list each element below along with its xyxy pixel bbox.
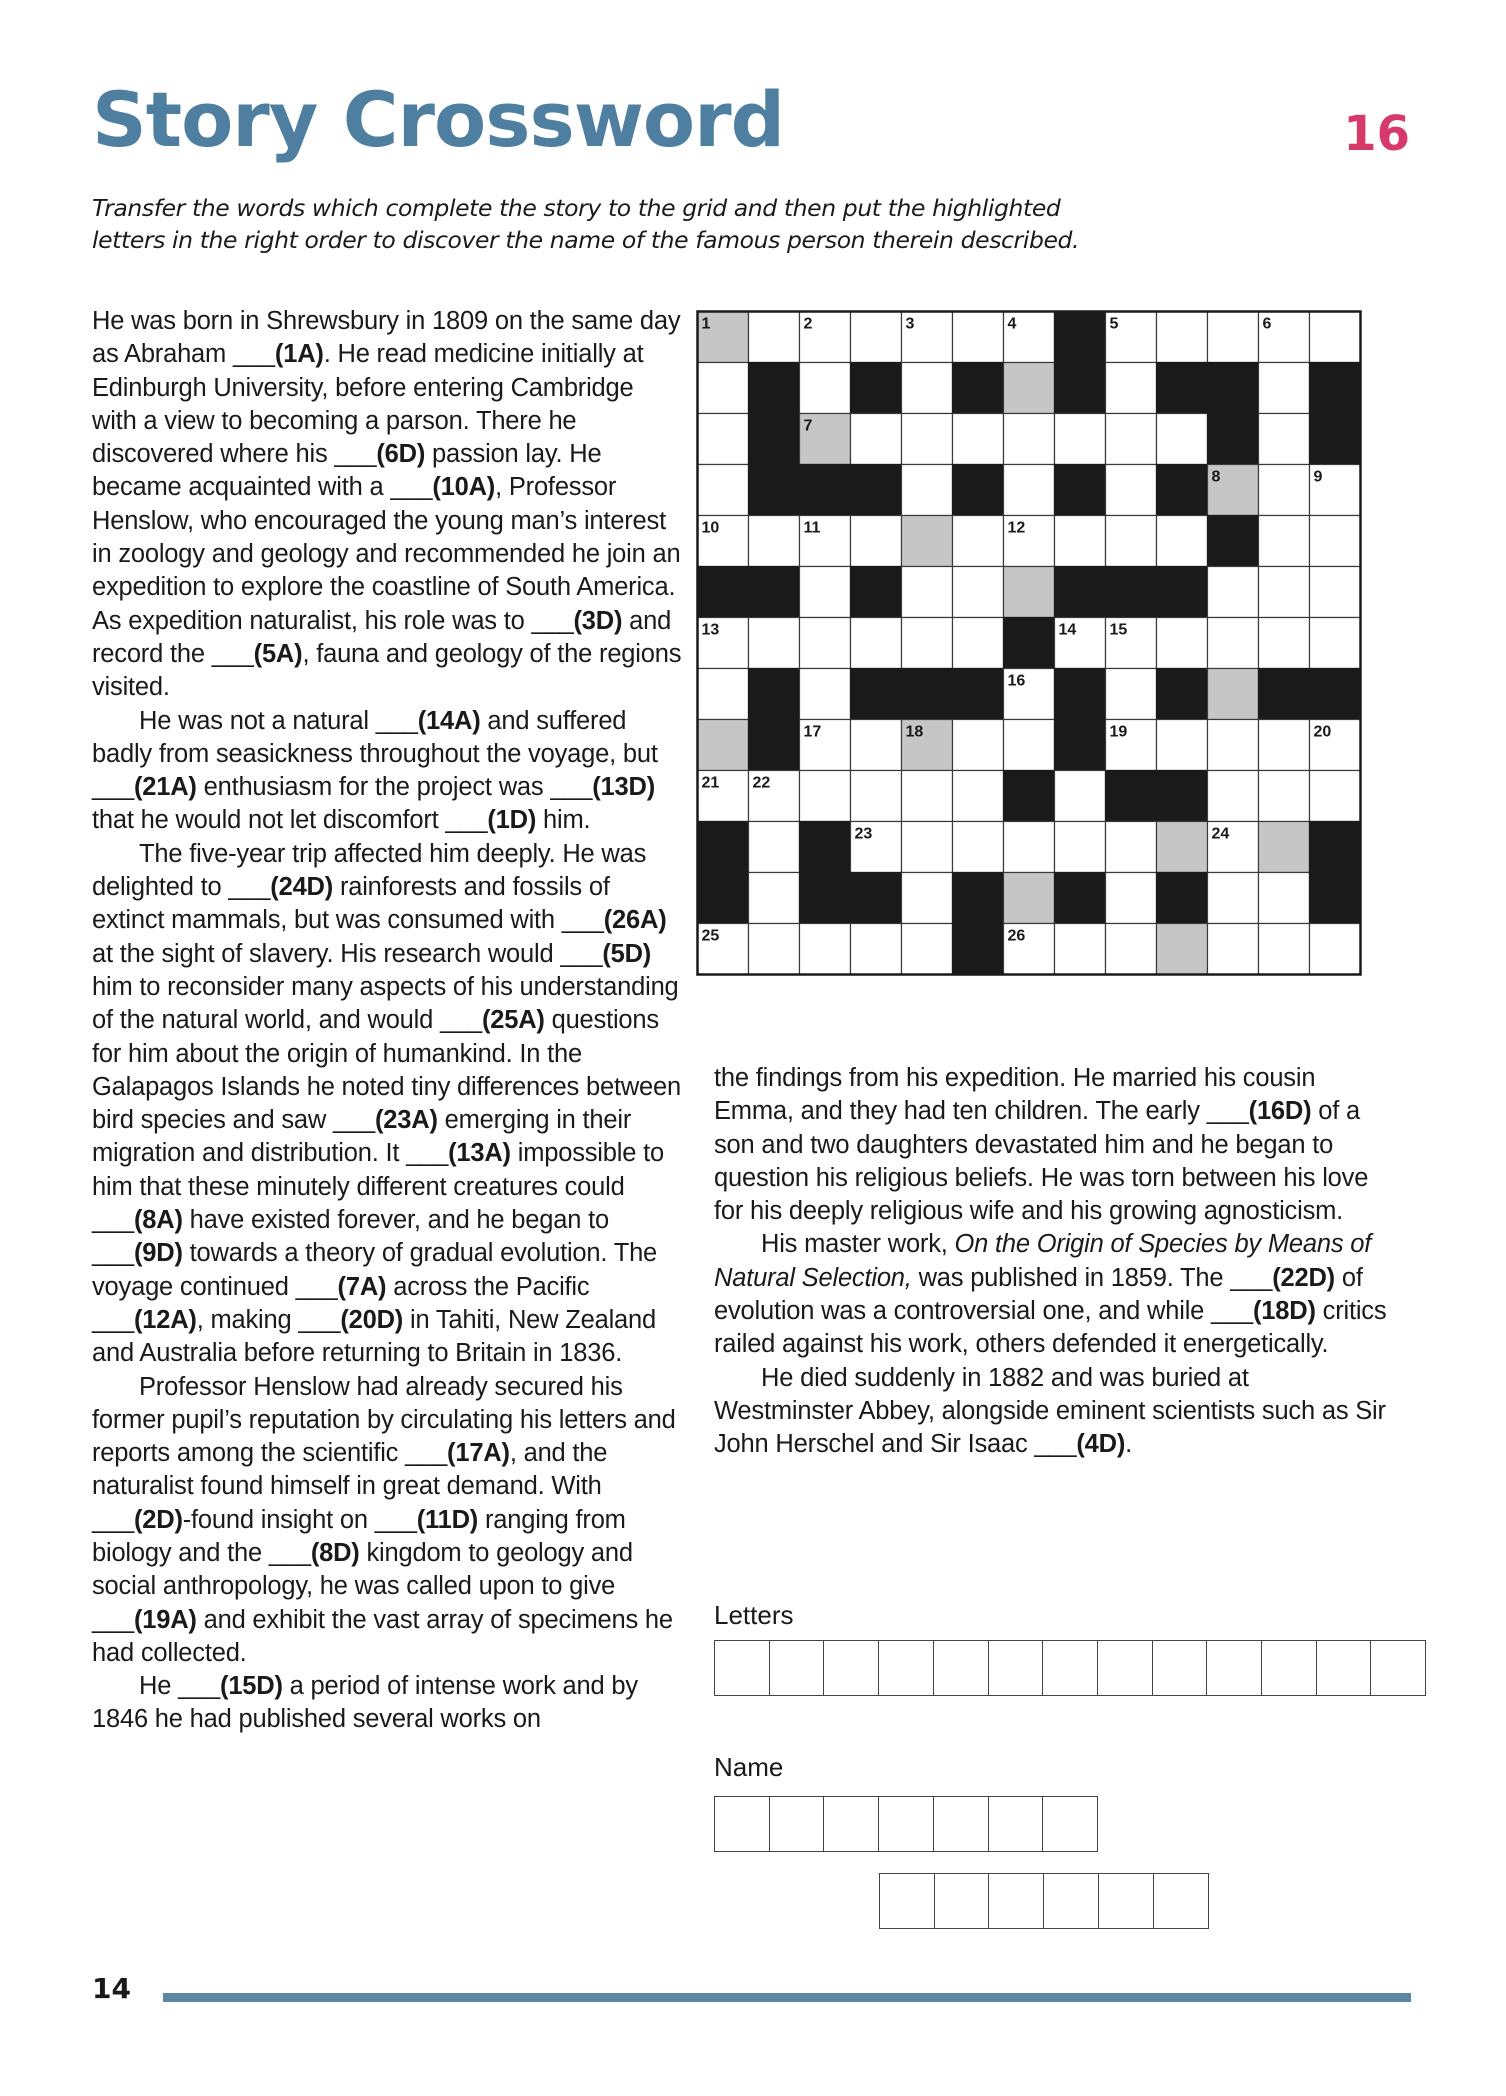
clue-number: 23 [854,825,873,843]
crossword-block [1157,873,1208,924]
crossword-cell[interactable] [698,363,749,414]
story-text: enthusiasm for the project was ___ [196,773,593,802]
crossword-block [1055,873,1106,924]
clue-reference: (14A) [417,706,481,735]
clue-number: 8 [1211,468,1221,486]
crossword-block [1055,720,1106,771]
book-title: On the Origin of Species by Means of Natural Selection, [714,1230,1372,1292]
right-paragraph [714,1362,1394,1462]
crossword-block [749,567,800,618]
story-text: passion lay. He became acquainted with a ___ [92,440,602,502]
clue-reference: (8A) [133,1206,183,1235]
crossword-cell[interactable] [698,669,749,720]
letters-boxes [714,1640,1426,1696]
answer-letter-box[interactable] [1206,1640,1262,1696]
clue-reference: (25A) [481,1006,545,1035]
story-text: have existed forever, and he began to ___ [92,1206,609,1268]
answer-letter-box[interactable] [1261,1640,1317,1696]
story-text: was published in 1859. The ___ [911,1263,1273,1292]
crossword-block [698,822,749,873]
story-text: -found insight on ___ [182,1505,417,1534]
clue-reference: (23A) [374,1106,438,1135]
crossword-cell[interactable] [1310,516,1361,567]
answer-letter-box[interactable] [1097,1640,1153,1696]
crossword-block [1004,771,1055,822]
crossword-cell[interactable] [1208,771,1259,822]
clue-number: 7 [803,417,813,435]
crossword-block [1055,363,1106,414]
crossword-cell[interactable] [1259,720,1310,771]
crossword-block [1004,618,1055,669]
crossword-cell[interactable] [749,516,800,567]
answer-letter-box[interactable] [933,1796,989,1852]
crossword-block [1310,414,1361,465]
clue-reference: (16D) [1248,1097,1312,1126]
clue-reference: (1D) [487,806,537,835]
crossword-cell[interactable] [1106,465,1157,516]
answer-letter-box[interactable] [934,1873,990,1929]
crossword-block [1055,567,1106,618]
answer-letter-box[interactable] [823,1640,879,1696]
answer-letter-box[interactable] [878,1640,934,1696]
crossword-cell[interactable] [953,618,1004,669]
story-text: He was born in Shrewsbury in 1809 on the same day as Abraham ___ [92,307,681,369]
crossword-cell-highlighted[interactable] [1208,669,1259,720]
crossword-block [749,414,800,465]
crossword-block [1157,669,1208,720]
clue-reference: (24D) [270,873,334,902]
story-text: critics railed against his work, others defended it energetically. [714,1297,1387,1359]
crossword-block [1106,771,1157,822]
answer-letter-box[interactable] [988,1796,1044,1852]
crossword-block [698,567,749,618]
crossword-cell-highlighted[interactable] [902,516,953,567]
clue-number: 22 [752,774,771,792]
crossword-cell-highlighted[interactable] [1157,924,1208,975]
crossword-cell[interactable] [1259,414,1310,465]
crossword-cell[interactable] [851,414,902,465]
name-boxes-last [879,1873,1209,1929]
clue-number: 10 [701,519,720,537]
crossword-cell[interactable] [1208,567,1259,618]
crossword-block [953,363,1004,414]
crossword-cell[interactable] [902,771,953,822]
crossword-cell[interactable] [1259,924,1310,975]
puzzle-number: 16 [1343,106,1410,162]
crossword-cell[interactable] [1259,363,1310,414]
crossword-cell[interactable] [902,363,953,414]
page-title: Story Crossword [92,75,785,164]
crossword-block [851,567,902,618]
crossword-block [749,720,800,771]
clue-number: 16 [1007,672,1026,690]
crossword-cell[interactable] [902,822,953,873]
crossword-cell[interactable] [1259,516,1310,567]
story-text: ranging from biology and the ___ [92,1505,626,1567]
crossword-cell[interactable] [953,516,1004,567]
story-text: the findings from his expedition. He married his cousin Emma, and they had ten children. The early ___ [714,1064,1316,1126]
left-paragraph [92,305,682,705]
answer-letter-box[interactable] [714,1640,770,1696]
clue-reference: (6D) [376,440,426,469]
crossword-cell[interactable] [1208,312,1259,363]
clue-reference: (19A) [133,1605,197,1634]
crossword-block [902,669,953,720]
crossword-block [851,363,902,414]
crossword-cell[interactable] [1310,618,1361,669]
clue-reference: (2D) [133,1505,183,1534]
footer-rule [163,1993,1411,2002]
crossword-block [800,465,851,516]
crossword-block [1208,363,1259,414]
left-paragraph [92,1371,682,1671]
crossword-block [1157,771,1208,822]
story-text: that he would not let discomfort ___ [92,806,488,835]
crossword-block [800,873,851,924]
crossword-block [1310,669,1361,720]
clue-number: 12 [1007,519,1026,537]
answer-letter-box[interactable] [1098,1873,1154,1929]
story-text: in Tahiti, New Zealand and Australia before returning to Britain in 1836. [92,1305,656,1368]
story-text: at the sight of slavery. His research would ___ [92,939,603,968]
crossword-cell[interactable] [1259,873,1310,924]
crossword-cell[interactable] [851,516,902,567]
story-text: , and the naturalist found himself in great demand. With ___ [92,1439,608,1534]
letters-label: Letters [714,1600,794,1630]
story-text: kingdom to geology and social anthropology, he was called upon to give ___ [92,1538,633,1634]
clue-number: 21 [701,774,720,792]
story-text: Professor Henslow had already secured his former pupil’s reputation by circulating his letters and reports among the scientific ___ [92,1372,676,1468]
answer-letter-box[interactable] [769,1796,825,1852]
crossword-cell[interactable] [953,822,1004,873]
clue-reference: (21A) [133,773,197,802]
clue-number: 20 [1313,723,1332,741]
story-text: of evolution was a controversial one, and while ___ [714,1263,1363,1326]
answer-letter-box[interactable] [879,1873,935,1929]
crossword-cell-highlighted[interactable] [698,720,749,771]
crossword-cell[interactable] [800,618,851,669]
crossword-cell[interactable] [1310,771,1361,822]
crossword-cell[interactable] [1259,567,1310,618]
crossword-block [953,465,1004,516]
story-text: rainforests and fossils of extinct mammals, but was consumed with ___ [92,873,610,935]
crossword-cell-highlighted[interactable] [1259,822,1310,873]
crossword-cell[interactable] [1106,924,1157,975]
crossword-cell[interactable] [1310,567,1361,618]
crossword-block [1208,414,1259,465]
clue-number: 15 [1109,621,1128,639]
page-number: 14 [92,1972,131,2005]
answer-letter-box[interactable] [769,1640,825,1696]
story-text: The five-year trip affected him deeply. He was delighted to ___ [92,839,647,902]
crossword-block [1157,363,1208,414]
crossword-cell[interactable] [953,414,1004,465]
crossword-cell[interactable] [698,414,749,465]
crossword-cell[interactable] [902,618,953,669]
crossword-block [1157,567,1208,618]
crossword-block [953,924,1004,975]
crossword-cell[interactable] [1055,924,1106,975]
story-text: questions for him about the origin of humankind. In the Galapagos Islands he noted tiny differences between bird species and saw ___ [92,1006,681,1135]
crossword-block [749,465,800,516]
clue-number: 25 [701,927,720,945]
crossword-block [1310,873,1361,924]
left-paragraph [92,705,682,838]
crossword-block [953,669,1004,720]
crossword-cell[interactable] [851,618,902,669]
crossword-cell[interactable] [953,312,1004,363]
answer-letter-box[interactable] [878,1796,934,1852]
clue-reference: (1A) [274,340,324,369]
crossword-cell[interactable] [902,873,953,924]
story-text: , fauna and geology of the regions visited. [92,639,682,702]
crossword-cell[interactable] [1106,873,1157,924]
clue-number: 19 [1109,723,1128,741]
answer-letter-box[interactable] [1042,1640,1098,1696]
crossword-cell[interactable] [749,822,800,873]
answer-letter-box[interactable] [988,1640,1044,1696]
answer-letter-box[interactable] [714,1796,770,1852]
crossword-cell[interactable] [1259,618,1310,669]
clue-number: 1 [701,315,711,333]
clue-reference: (15D) [220,1672,283,1701]
story-text: impossible to him that these minutely different creatures could ___ [92,1139,664,1235]
crossword-block [851,465,902,516]
crossword-cell[interactable] [1157,414,1208,465]
clue-reference: (5A) [253,639,303,668]
story-text: He ___ [139,1672,221,1701]
answer-letter-box[interactable] [1043,1873,1099,1929]
story-left-column [92,305,682,1737]
crossword-block [953,873,1004,924]
answer-letter-box[interactable] [1370,1640,1426,1696]
clue-reference: (8D) [310,1538,360,1567]
story-text: a period of intense work and by 1846 he had published several works on [92,1672,638,1734]
crossword-cell[interactable] [1259,465,1310,516]
story-text: of a son and two daughters devastated him and he began to question his religious beliefs. He was torn between his love for his deeply religious wife and his growing agnosticism. [714,1097,1369,1226]
crossword-cell[interactable] [953,771,1004,822]
clue-number: 2 [803,315,813,333]
story-text: towards a theory of gradual evolution. The voyage continued ___ [92,1239,658,1301]
crossword-cell[interactable] [749,312,800,363]
story-text: and suffered badly from seasickness throughout the voyage, but ___ [92,706,658,802]
crossword-block [1055,312,1106,363]
crossword-cell[interactable] [1106,414,1157,465]
crossword-block [1055,465,1106,516]
crossword-cell[interactable] [1106,516,1157,567]
clue-number: 26 [1007,927,1026,945]
crossword-cell[interactable] [1157,720,1208,771]
crossword-cell[interactable] [1208,618,1259,669]
crossword-cell-highlighted[interactable] [1004,567,1055,618]
crossword-cell[interactable] [1310,924,1361,975]
story-text: He was not a natural ___ [139,706,418,735]
clue-reference: (4D) [1076,1430,1126,1459]
crossword-block [1106,567,1157,618]
story-text: him to reconsider many aspects of his understanding of the natural world, and would ___ [92,972,679,1035]
clue-number: 13 [701,621,720,639]
crossword-cell[interactable] [1055,771,1106,822]
crossword-cell[interactable] [1004,465,1055,516]
crossword-cell[interactable] [1106,363,1157,414]
crossword-block [1208,516,1259,567]
clue-number: 14 [1058,621,1077,639]
crossword-block [800,822,851,873]
answer-letter-box[interactable] [823,1796,879,1852]
crossword-cell[interactable] [1106,822,1157,873]
crossword-cell[interactable] [749,618,800,669]
crossword-block [1310,363,1361,414]
crossword-cell[interactable] [1055,414,1106,465]
crossword-cell[interactable] [851,312,902,363]
clue-reference: (10A) [432,473,496,502]
clue-reference: (11D) [416,1505,479,1534]
clue-number: 4 [1007,315,1017,333]
crossword-cell[interactable] [902,567,953,618]
crossword-cell[interactable] [953,567,1004,618]
name-label: Name [714,1752,784,1782]
crossword-block [1310,822,1361,873]
crossword-cell[interactable] [902,465,953,516]
crossword-cell[interactable] [1208,924,1259,975]
crossword-cell[interactable] [851,924,902,975]
crossword-cell[interactable] [749,924,800,975]
clue-reference: (5D) [602,939,652,968]
clue-reference: (13A) [448,1139,511,1168]
story-text: , making ___ [196,1305,341,1334]
name-boxes-first [714,1796,1098,1852]
crossword-cell[interactable] [1310,312,1361,363]
crossword-grid[interactable] [696,310,1362,976]
crossword-block [851,669,902,720]
crossword-block [1259,669,1310,720]
crossword-block [749,669,800,720]
story-text: He died suddenly in 1882 and was buried at Westminster Abbey, alongside eminent scientists such as Sir John Herschel and Sir Isaac ___ [714,1363,1386,1459]
clue-number: 5 [1109,315,1119,333]
crossword-cell[interactable] [851,720,902,771]
crossword-cell[interactable] [1004,822,1055,873]
crossword-cell[interactable] [698,465,749,516]
left-paragraph [92,1670,682,1737]
clue-number: 24 [1211,825,1230,843]
clue-number: 11 [803,519,821,537]
crossword-cell[interactable] [1004,720,1055,771]
story-text: him. [536,806,591,835]
crossword-cell[interactable] [800,567,851,618]
crossword-cell[interactable] [902,924,953,975]
clue-reference: (20D) [340,1305,404,1334]
instructions: Transfer the words which complete the story to the grid and then put the highlighted letters in the right order to discover the name of the famous person therein described. [92,194,1080,254]
story-text: . He read medicine initially at Edinburgh University, before entering Cambridge with a view to becoming a parson. There he discovered where his ___ [92,340,644,469]
crossword-cell[interactable] [1259,771,1310,822]
crossword-cell[interactable] [953,720,1004,771]
crossword-cell[interactable] [1157,618,1208,669]
crossword-block [851,873,902,924]
crossword-cell[interactable] [1004,414,1055,465]
answer-letter-box[interactable] [1152,1640,1208,1696]
story-text: His master work, [761,1230,955,1259]
crossword-cell[interactable] [1106,669,1157,720]
crossword-cell[interactable] [800,363,851,414]
crossword-cell[interactable] [800,771,851,822]
left-paragraph [92,838,682,1371]
clue-reference: (7A) [337,1272,387,1301]
clue-reference: (9D) [133,1239,183,1268]
crossword-cell[interactable] [800,669,851,720]
clue-reference: (18D) [1253,1297,1316,1326]
crossword-cell[interactable] [1055,822,1106,873]
clue-reference: (12A) [133,1305,197,1334]
story-text: across the Pacific ___ [92,1272,590,1334]
crossword-block [1157,465,1208,516]
story-text: and record the ___ [92,606,672,668]
clue-number: 17 [803,723,822,741]
answer-letter-box[interactable] [1316,1640,1372,1696]
crossword-cell[interactable] [902,414,953,465]
clue-number: 18 [905,723,924,741]
crossword-cell[interactable] [1157,516,1208,567]
right-paragraph [714,1228,1394,1361]
clue-number: 9 [1313,468,1323,486]
crossword-cell[interactable] [1208,720,1259,771]
story-text: , Professor Henslow, who encouraged the young man’s interest in zoology and geology and recommended he join an expedition to explore the coastline of South America. As expedition naturalist, his role was to ___ [92,473,681,635]
crossword-cell-highlighted[interactable] [1004,873,1055,924]
answer-letter-box[interactable] [933,1640,989,1696]
crossword-cell[interactable] [800,924,851,975]
right-paragraph [714,1062,1394,1228]
crossword-cell[interactable] [851,771,902,822]
clue-reference: (13D) [592,773,656,802]
crossword-block [698,873,749,924]
answer-letter-box[interactable] [988,1873,1044,1929]
crossword-cell-highlighted[interactable] [1004,363,1055,414]
story-right-column [714,1062,1394,1462]
crossword-cell[interactable] [1157,312,1208,363]
crossword-block [1055,669,1106,720]
answer-letter-box[interactable] [1042,1796,1098,1852]
crossword-cell-highlighted[interactable] [1157,822,1208,873]
crossword-cell[interactable] [749,873,800,924]
clue-reference: (17A) [447,1439,510,1468]
story-text: emerging in their migration and distribution. It ___ [92,1106,632,1168]
clue-reference: (22D) [1272,1263,1335,1292]
clue-reference: (3D) [573,606,623,635]
crossword-cell[interactable] [1208,873,1259,924]
clue-number: 6 [1262,315,1272,333]
story-text: . [1125,1430,1133,1459]
clue-reference: (26A) [603,906,667,935]
crossword-cell[interactable] [1055,516,1106,567]
crossword-block [749,363,800,414]
story-text: and exhibit the vast array of specimens he had collected. [92,1605,673,1667]
answer-letter-box[interactable] [1153,1873,1209,1929]
clue-number: 3 [905,315,915,333]
